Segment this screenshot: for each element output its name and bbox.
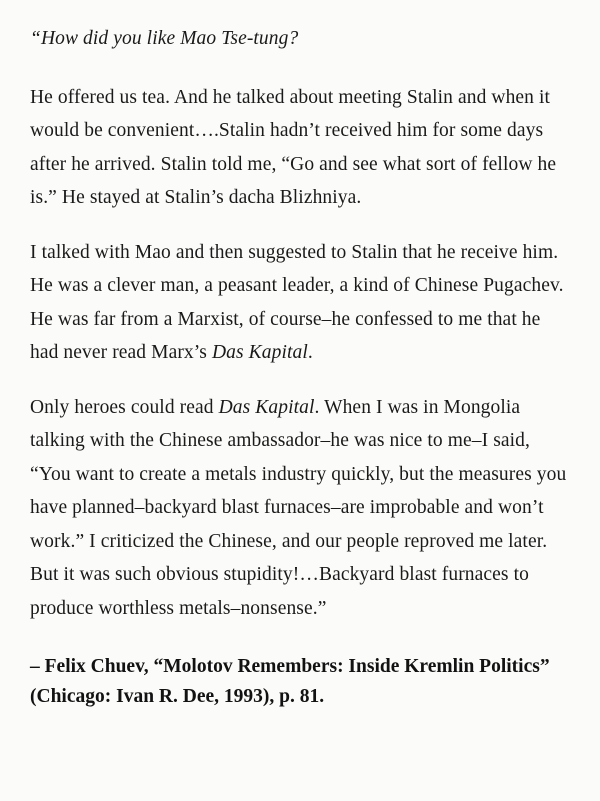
paragraph-answer-3: Only heroes could read Das Kapital. When I was in Mongolia talking with the Chinese ambassador–he was nice to me–I said, “You want to create a metals industry quickly, but the measures you have planned–backyard blast furnaces–are improbable and won’t work.” I criticized the Chinese, and our people reproved me later. But it was such obvious stupidity!…Backyard blast furnaces to produce worthless metals–nonsense.” [30, 396, 567, 619]
source-attribution: – Felix Chuev, “Molotov Remembers: Inside Kremlin Politics” (Chicago: Ivan R. Dee, 1993), p. 81. [30, 655, 550, 707]
book-title: Das Kapital [211, 342, 308, 364]
paragraph-answer-1: He offered us tea. And he talked about meeting Stalin and when it would be convenient….Stalin hadn’t received him for some days after he arrived. Stalin told me, “Go and see what sort of fellow he is.” He stayed at Stalin’s dacha Blizhniya. [30, 86, 557, 209]
paragraph-question: “How did you like Mao Tse-tung? [30, 28, 299, 49]
book-title: Das Kapital [218, 396, 315, 418]
paragraph-answer-2: I talked with Mao and then suggested to Stalin that he receive him. He was a clever man, a peasant leader, a kind of Chinese Pugachev. He was far from a Marxist, of course–he confessed to me that he had never read Marx’s Das Kapital. [30, 241, 564, 364]
